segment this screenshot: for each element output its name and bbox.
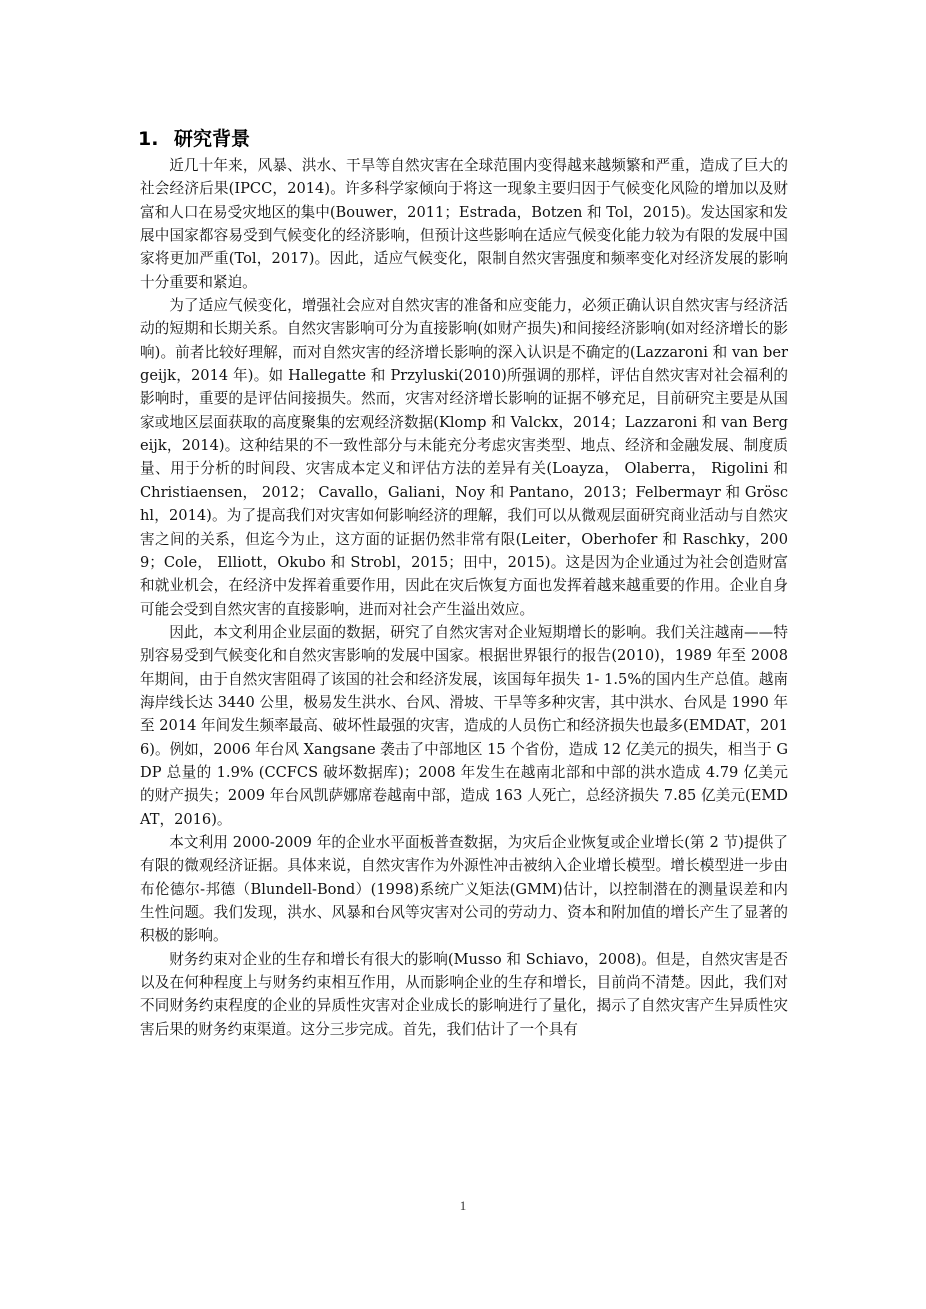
paragraph: 为了适应气候变化，增强社会应对自然灾害的准备和应变能力，必须正确认识自然灾害与经济活动的短期和长期关系。自然灾害影响可分为直接影响(如财产损失)和间接经济影响(如对经济增长的影响)。前者比较好理解，而对自然灾害的经济增长影响的深入认识是不确定的(Lazzaroni 和 van bergeijk，2014 年)。如 Hallegatte 和 Przyluski(2010)所强调的那样，评估自然灾害对社会福利的影响时，重要的是评估间接损失。然而，灾害对经济增长影响的证据不够充足，目前研究主要是从国家或地区层面获取的高度聚集的宏观经济数据(Klomp 和 Valckx，2014；Lazzaroni 和 van Bergeijk，2014)。这种结果的不一致性部分与未能充分考虑灾害类型、地点、经济和金融发展、制度质量、用于分析的时间段、灾害成本定义和评估方法的差异有关(Loayza， Olaberra， Rigolini 和 Christiaensen， 2012； Cavallo，Galiani，Noy 和 Pantano，2013；Felbermayr 和 Gröschl，2014)。为了提高我们对灾害如何影响经济的理解，我们可以从微观层面研究商业活动与自然灾害之间的关系，但迄今为止，这方面的证据仍然非常有限(Leiter，Oberhofer 和 Raschky，2009；Cole， Elliott，Okubo 和 Strobl，2015；田中，2015)。这是因为企业通过为社会创造财富和就业机会，在经济中发挥着重要作用，因此在灾后恢复方面也发挥着越来越重要的作用。企业自身可能会受到自然灾害的直接影响，进而对社会产生溢出效应。 [140, 297, 789, 618]
page-number: 1 [459, 1198, 467, 1213]
paragraph: 本文利用 2000-2009 年的企业水平面板普查数据，为灾后企业恢复或企业增长(第 2 节)提供了有限的微观经济证据。具体来说，自然灾害作为外源性冲击被纳入企业增长模型。增长模型进一步由布伦德尔-邦德（Blundell-Bond）(1998)系统广义矩法(GMM)估计，以控制潜在的测量误差和内生性问题。我们发现，洪水、风暴和台风等灾害对公司的劳动力、资本和附加值的增长产生了显著的积极的影响。 [140, 833, 788, 945]
paragraph: 近几十年来，风暴、洪水、干旱等自然灾害在全球范围内变得越来越频繁和严重，造成了巨大的社会经济后果(IPCC，2014)。许多科学家倾向于将这一现象主要归因于气候变化风险的增加以及财富和人口在易受灾地区的集中(Bouwer，2011；Estrada，Botzen 和 Tol，2015)。发达国家和发展中国家都容易受到气候变化的经济影响，但预计这些影响在适应气候变化能力较为有限的发展中国家将更加严重(Tol，2017)。因此，适应气候变化，限制自然灾害强度和频率变化对经济发展的影响十分重要和紧迫。 [140, 157, 788, 291]
section-heading [138, 126, 250, 152]
paragraph: 财务约束对企业的生存和增长有很大的影响(Musso 和 Schiavo，2008)。但是，自然灾害是否以及在何种程度上与财务约束相互作用，从而影响企业的生存和增长，目前尚不清楚。因此，我们对不同财务约束程度的企业的异质性灾害对企业成长的影响进行了量化，揭示了自然灾害产生异质性灾害后果的财务约束渠道。这分三步完成。首先，我们估计了一个具有 [140, 950, 788, 1038]
section-number: 1. [138, 128, 159, 150]
body-text [140, 154, 788, 1041]
section-title: 研究背景 [174, 128, 251, 150]
paragraph: 因此，本文利用企业层面的数据，研究了自然灾害对企业短期增长的影响。我们关注越南——特别容易受到气候变化和自然灾害影响的发展中国家。根据世界银行的报告(2010)，1989 年至 2008 年期间，由于自然灾害阻碍了该国的社会和经济发展，该国每年损失 1- 1.5%的国内生产总值。越南海岸线长达 3440 公里，极易发生洪水、台风、滑坡、干旱等多种灾害，其中洪水、台风是 1990 年至 2014 年间发生频率最高、破坏性最强的灾害，造成的人员伤亡和经济损失也最多(EMDAT，2016)。例如，2006 年台风 Xangsane 袭击了中部地区 15 个省份，造成 12 亿美元的损失，相当于 GDP 总量的 1.9% (CCFCS 破坏数据库)；2008 年发生在越南北部和中部的洪水造成 4.79 亿美元的财产损失；2009 年台风凯萨娜席卷越南中部，造成 163 人死亡，总经济损失 7.85 亿美元(EMDAT，2016)。 [140, 623, 788, 828]
